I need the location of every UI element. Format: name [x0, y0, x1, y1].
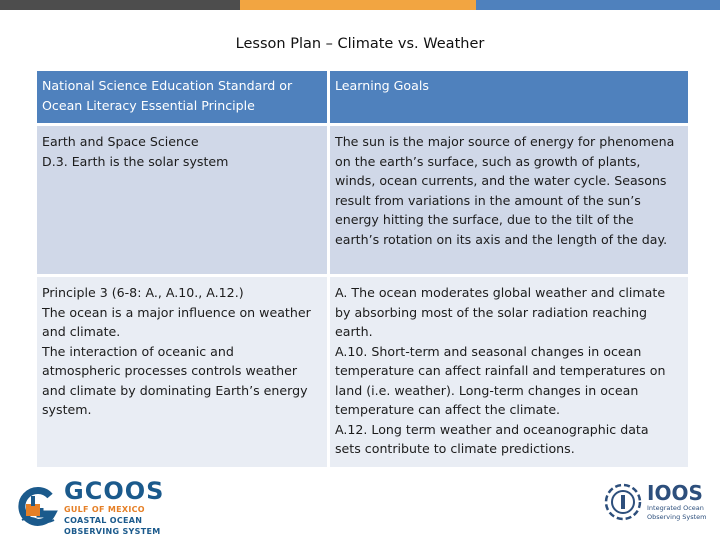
table-row — [37, 277, 688, 467]
row1-goals-line: on the earth’s surface, such as growth of plants, — [335, 153, 641, 169]
row2-goals-line: temperature can affect rainfall and temperatures on — [335, 363, 666, 378]
row2-standard-line: and climate by dominating Earth’s energy — [42, 382, 308, 398]
footer-logos — [0, 470, 720, 540]
row2-standard-line: atmospheric processes controls weather — [42, 363, 298, 378]
row1-goals-line: The sun is the major source of energy for phenomena — [335, 134, 675, 149]
top-bar-orange-segment — [240, 0, 476, 10]
top-bar-gray-segment — [0, 0, 240, 10]
ioos-sub-observing: Observing System — [647, 513, 707, 521]
gcoos-sub-gulf: GULF OF MEXICO — [64, 505, 145, 514]
row1-goals-line: result from variations in the amount of the sun’s — [335, 192, 641, 208]
table-header-row — [37, 71, 688, 123]
row2-goals-line: temperature can affect the climate. — [335, 402, 561, 417]
row2-goals-line: land (i.e. weather). Long-term changes in ocean — [335, 382, 639, 398]
page-title: Lesson Plan – Climate vs. Weather — [235, 36, 485, 52]
ioos-name: IOOS — [647, 481, 703, 505]
row2-goals-line: by absorbing most of the solar radiation reaching — [335, 304, 648, 320]
header-standard-line: National Science Education Standard or — [42, 78, 293, 93]
row2-goals-line: earth. — [335, 324, 373, 339]
row2-goals-line: sets contribute to climate predictions. — [335, 441, 575, 456]
row2-standard-line: The interaction of oceanic and — [42, 343, 234, 359]
top-bar-blue-segment — [476, 0, 720, 10]
header-learning-goals-line: Learning Goals — [335, 78, 429, 93]
ioos-sub-integrated: Integrated Ocean — [647, 504, 704, 512]
lesson-plan-table — [34, 68, 691, 470]
row2-standard-line: The ocean is a major influence on weather — [42, 304, 311, 320]
row2-goals-line: A.10. Short-term and seasonal changes in ocean — [335, 343, 642, 359]
gcoos-name: GCOOS — [64, 477, 165, 505]
header-learning-goals — [330, 71, 688, 123]
row1-standard-line: Earth and Space Science — [42, 134, 199, 149]
top-accent-bar — [0, 0, 720, 10]
row1-standard-cell — [37, 126, 327, 274]
row2-standard-line: and climate. — [42, 324, 121, 339]
row1-standard-line: D.3. Earth is the solar system — [42, 153, 229, 169]
gcoos-logo — [18, 478, 164, 537]
row1-goals-line: energy hitting the surface, due to the tilt of the — [335, 212, 634, 227]
ioos-logo — [604, 482, 707, 522]
header-standard-line: Ocean Literacy Essential Principle — [42, 97, 255, 113]
gcoos-g-icon — [18, 486, 58, 530]
ioos-circle-icon — [604, 483, 642, 521]
row2-standard-line: system. — [42, 402, 92, 417]
row1-goals-line: earth’s rotation on its axis and the length of the day. — [335, 231, 668, 247]
row2-goals-cell — [330, 277, 688, 467]
row2-standard-line: Principle 3 (6-8: A., A.10., A.12.) — [42, 285, 244, 300]
row1-goals-line: winds, ocean currents, and the water cycle. Seasons — [335, 173, 667, 188]
row2-goals-line: A. The ocean moderates global weather and climate — [335, 285, 666, 300]
row2-goals-line: A.12. Long term weather and oceanographic data — [335, 421, 649, 437]
table-row — [37, 126, 688, 274]
header-standard — [37, 71, 327, 123]
row2-standard-cell — [37, 277, 327, 467]
row1-goals-cell — [330, 126, 688, 274]
gcoos-sub-coastal: COASTAL OCEAN — [64, 516, 143, 525]
gcoos-sub-observing: OBSERVING SYSTEM — [64, 527, 161, 536]
